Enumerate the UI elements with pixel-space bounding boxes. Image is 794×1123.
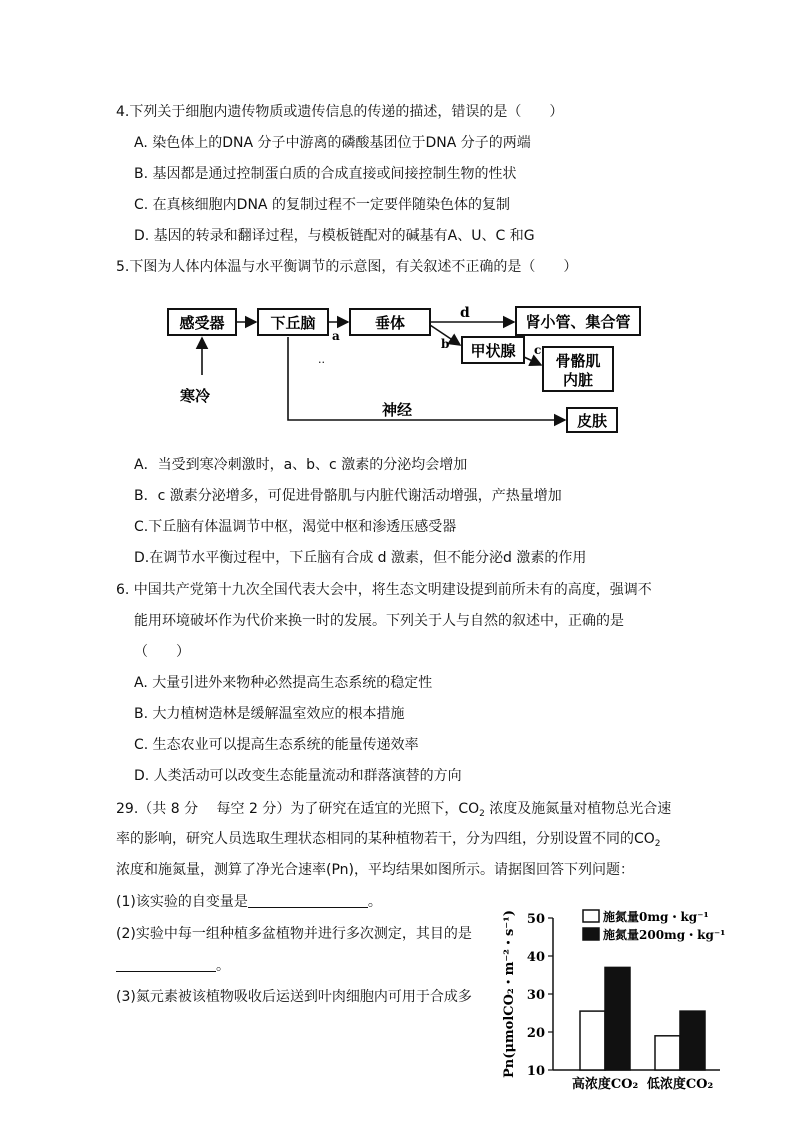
q4-option-a: A. 染色体上的DNA 分子中游离的磷酸基团位于DNA 分子的两端 — [134, 135, 531, 151]
legend-label: 施氮量0mg・kg⁻¹ — [603, 910, 709, 924]
q29-line2 — [116, 829, 661, 854]
y-axis-label: Pn(μmolCO₂・m⁻²・s⁻¹) — [502, 910, 517, 1078]
q29-line2-text: 率的影响，研究人员选取生理状态相同的某种植物若干，分为四组，分别设置不同的CO — [116, 831, 655, 847]
q6-stem-line2: 能用环境破坏作为代价来换一时的发展。下列关于人与自然的叙述中，正确的是 — [134, 613, 624, 629]
y-tick-label: 40 — [526, 950, 545, 965]
stray-dots: .. — [318, 353, 325, 366]
bar-n200-high-co2 — [605, 967, 630, 1070]
label-d: d — [460, 305, 470, 321]
muscle-label-line2: 内脏 — [562, 371, 594, 389]
q4-option-d: D. 基因的转录和翻译过程，与模板链配对的碱基有A、U、C 和G — [134, 228, 535, 244]
q4-option-c: C. 在真核细胞内DNA 的复制过程不一定要伴随染色体的复制 — [134, 197, 510, 213]
nerve-label: 神经 — [382, 401, 413, 419]
q29-sub2-end: 。 — [216, 958, 230, 974]
answer-blank-1[interactable] — [248, 893, 368, 908]
label-c: c — [534, 343, 542, 357]
q29-sub1 — [116, 892, 382, 912]
bar-n200-low-co2 — [680, 1011, 705, 1070]
q6-option-c: C. 生态农业可以提高生态系统的能量传递效率 — [134, 737, 419, 753]
bar-n0-low-co2 — [655, 1036, 680, 1070]
pituitary-label: 垂体 — [374, 314, 406, 332]
q6-option-d: D. 人类活动可以改变生态能量流动和群落演替的方向 — [134, 768, 462, 784]
q29-sub1-text: (1)该实验的自变量是 — [116, 894, 248, 910]
y-tick-label: 50 — [526, 912, 545, 927]
q6-stem-line1: 6. 中国共产党第十九次全国代表大会中，将生态文明建设提到前所未有的高度，强调不 — [116, 582, 652, 598]
q5-option-a: A．当受到寒冷刺激时，a、b、c 激素的分泌均会增加 — [134, 457, 468, 473]
label-b: b — [441, 337, 450, 351]
label-a: a — [332, 329, 340, 343]
bar-n0-high-co2 — [580, 1011, 605, 1070]
q29-sub2-blank-line — [116, 956, 230, 976]
x-category-label: 高浓度CO₂ — [571, 1077, 639, 1092]
y-tick-label: 10 — [526, 1064, 545, 1079]
q29-sub3: (3)氮元素被该植物吸收后运送到叶肉细胞内可用于合成多 — [116, 989, 472, 1005]
q6-paren: （ ） — [134, 644, 190, 660]
co2-subscript: 2 — [654, 839, 661, 849]
q5-stem: 5.下图为人体内体温与水平衡调节的示意图，有关叙述不正确的是（ ） — [116, 259, 578, 275]
legend-swatch — [583, 910, 599, 922]
q5-option-d: D.在调节水平衡过程中，下丘脑有合成 d 激素，但不能分泌d 激素的作用 — [134, 550, 587, 566]
q5-option-c: C.下丘脑有体温调节中枢，渴觉中枢和渗透压感受器 — [134, 519, 457, 535]
regulation-diagram — [160, 295, 660, 440]
y-tick-label: 30 — [526, 988, 545, 1003]
q29-sub2: (2)实验中每一组种植多盆植物并进行多次测定，其目的是 — [116, 926, 472, 942]
arrow-c — [524, 357, 541, 365]
q4-stem: 4.下列关于细胞内遗传物质或遗传信息的传递的描述，错误的是（ ） — [116, 104, 564, 120]
receptor-label: 感受器 — [179, 314, 225, 332]
q29-line1 — [116, 799, 671, 824]
kidney-label: 肾小管、集合管 — [525, 313, 631, 331]
legend-swatch — [583, 928, 599, 940]
q29-sub1-end: 。 — [367, 894, 382, 910]
y-tick-label: 20 — [526, 1026, 545, 1041]
muscle-label-line1: 骨骼肌 — [555, 352, 601, 370]
cold-label: 寒冷 — [180, 387, 211, 405]
q6-option-a: A. 大量引进外来物种必然提高生态系统的稳定性 — [134, 675, 433, 691]
q29-line1-text: 29.（共 8 分 每空 2 分）为了研究在适宜的光照下，CO — [116, 801, 480, 817]
q29-line1-text-end: 浓度及施氮量对植物总光合速 — [484, 801, 672, 817]
q5-option-b: B．c 激素分泌增多，可促进骨骼肌与内脏代谢活动增强，产热量增加 — [134, 488, 562, 504]
q4-option-b: B. 基因都是通过控制蛋白质的合成直接或间接控制生物的性状 — [134, 166, 517, 182]
q29-line3: 浓度和施氮量，测算了净光合速率(Pn)，平均结果如图所示。请据图回答下列问题： — [116, 862, 634, 878]
skin-label: 皮肤 — [576, 412, 608, 430]
x-category-label: 低浓度CO₂ — [646, 1077, 714, 1092]
thyroid-label: 甲状腺 — [470, 342, 516, 360]
answer-blank-2[interactable] — [116, 957, 216, 972]
q6-option-b: B. 大力植树造林是缓解温室效应的根本措施 — [134, 706, 405, 722]
pn-bar-chart — [495, 900, 745, 1095]
legend-label: 施氮量200mg・kg⁻¹ — [603, 928, 726, 942]
co2-subscript: 2 — [479, 809, 485, 819]
hypothalamus-label: 下丘脑 — [270, 314, 316, 332]
